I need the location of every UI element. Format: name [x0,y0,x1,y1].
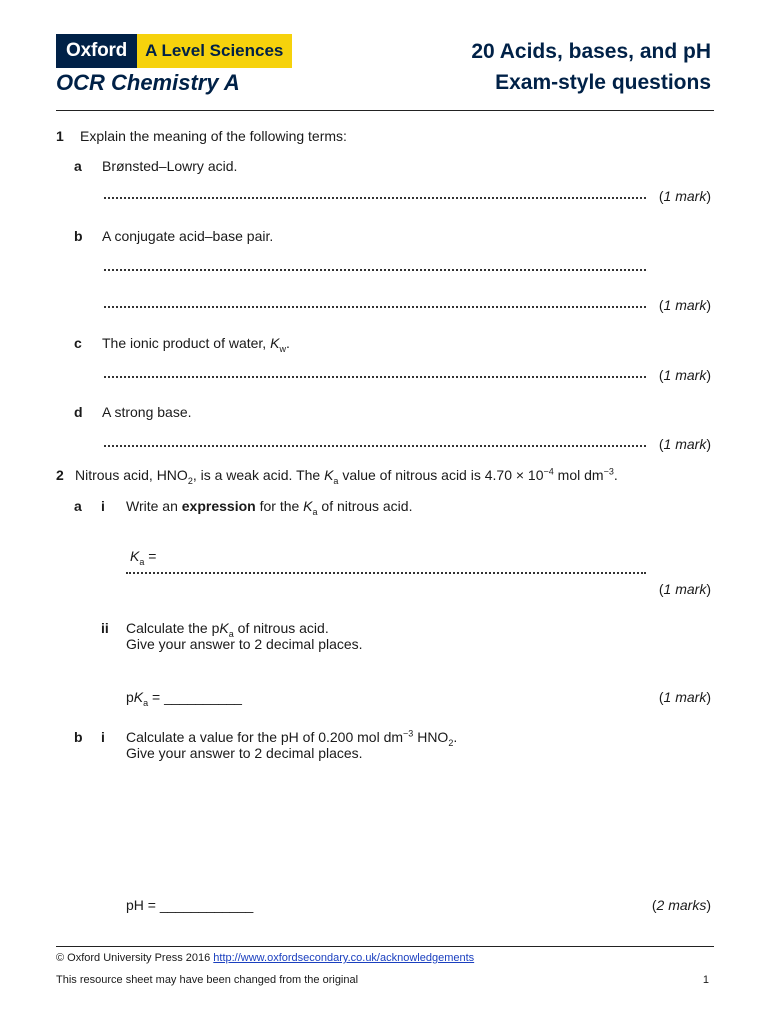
q2ai-answer-prefix: $K_a$ = [130,548,157,567]
q1-number: 1 [56,128,64,144]
chapter-title-line1: 20 Acids, bases, and pH [471,40,711,63]
q2aii-marks: (1 mark) [658,689,711,705]
q2bi-label: i [101,729,105,745]
q1c-marks: (1 mark) [658,367,711,383]
q1c-label: c [74,335,82,351]
q2ai-marks: (1 mark) [658,581,711,597]
q2aii-label: ii [101,620,109,636]
q1b-text: A conjugate acid–base pair. [102,228,274,244]
q1c-text: The ionic product of water, $K_w$. [102,335,290,354]
q1b-label: b [74,228,83,244]
q1d-answer-line[interactable] [104,445,646,447]
footer-copyright: © Oxford University Press 2016 http://www.oxfordsecondary.co.uk/acknowledgements [56,952,475,964]
q1b-answer-line-1[interactable] [104,269,646,271]
q1-stem: Explain the meaning of the following terms: [80,128,347,144]
q1a-label: a [74,158,82,174]
logo-oxford: Oxford [56,34,137,68]
q2ai-label: i [101,498,105,514]
q2a-label: a [74,498,82,514]
q2b-label: b [74,729,83,745]
chapter-title-line2: Exam-style questions [495,71,711,94]
q1d-label: d [74,404,83,420]
logo-a-level-sciences: A Level Sciences [137,34,292,68]
q2aii-answer[interactable]: $pK_a$ = __________ [126,689,242,708]
footer-note: This resource sheet may have been changed from the original [56,974,359,986]
q1d-marks: (1 mark) [658,436,711,452]
header-rule [56,110,714,111]
chapter-title [471,36,711,98]
page-number: 1 [702,974,709,986]
q1a-text: Brønsted–Lowry acid. [102,158,238,174]
q1b-marks: (1 mark) [658,297,711,313]
q1b-answer-line-2[interactable] [104,306,646,308]
acknowledgements-link[interactable]: http://www.oxfordsecondary.co.uk/acknowledgements [213,952,475,964]
q2aii-line1: Calculate the $pK_a$ of nitrous acid. [126,620,329,639]
q1d-text: A strong base. [102,404,192,420]
footer-rule [56,946,714,947]
q2-number: 2 [56,467,64,483]
q2aii-line2: Give your answer to 2 decimal places. [126,636,363,652]
subject-title: OCR Chemistry A [56,70,240,95]
q2bi-marks: (2 marks) [651,897,711,913]
q1a-marks: (1 mark) [658,188,711,204]
q2ai-answer-line[interactable] [126,572,646,574]
oxford-logo [56,34,292,68]
q2-stem: Nitrous acid, $HNO_2$, is a weak acid. The $K_a$ value of nitrous acid is $4.70 \times 10^{-4}$ mol $dm^{-3}$. [75,466,618,486]
q2bi-answer[interactable]: pH = ____________ [126,897,254,913]
q1c-answer-line[interactable] [104,376,646,378]
q2bi-line2: Give your answer to 2 decimal places. [126,745,363,761]
q1a-answer-line[interactable] [104,197,646,199]
q2bi-line1: Calculate a value for the pH of 0.200 mol $dm^{-3}$ $HNO_2$. [126,728,458,748]
q2ai-text: Write an expression for the $K_a$ of nitrous acid. [126,498,413,517]
